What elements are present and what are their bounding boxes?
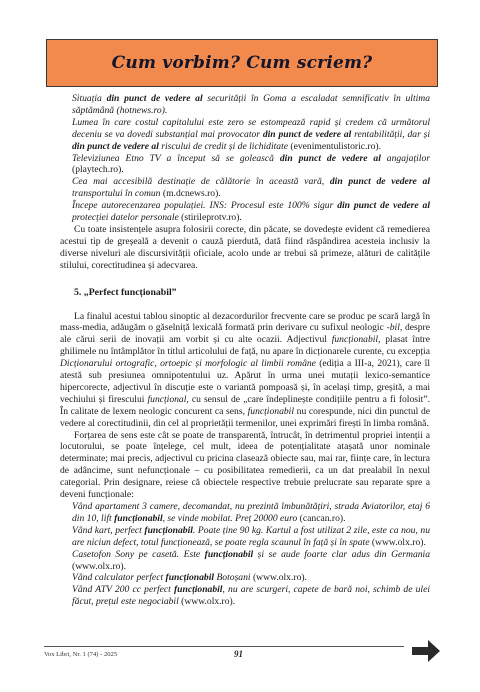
- ad-example-1: Vând apartament 3 camere, decomandat, nu prezintă îmbunătățiri, strada Aviatorilor, etaj 6 din 10, lift funcționabil, se vinde mobilat. Preț 20000 euro (cancan.ro).: [72, 501, 430, 524]
- ad-example-3: Casetofon Sony pe casetă. Este funcționabil și se aude foarte clar adus din Germania (www.olx.ro).: [72, 548, 431, 572]
- ad-example-2: Vând kart, perfect funcționabil. Poate ține 90 kg. Kartul a fost utilizat 2 zile, este ca nou, nu are niciun defect, totul funcționează, se poate regla scaunul în față și în spate (www.olx.ro).: [72, 524, 431, 548]
- page-title: Cum vorbim? Cum scriem?: [111, 53, 373, 73]
- section-heading: 5. „Perfect funcționabil”: [74, 286, 177, 298]
- article-body: [60, 93, 430, 608]
- paragraph: La finalul acestui tablou sinoptic al dezacordurilor frecvente care se produc pe scară largă în mass-media, adăugăm o găselniță lexicală formată prin derivare cu sufixul neologic -bil, despre ale cărui serii de inovații am vorbit și cu alte ocazii. Adjectivul funcționabil, plasat între ghilimele nu întâmplător în titlul articolului de față, nu apare în dicționarele curente, cu excepția Dicționarului ortografic, ortoepic și morfologic al limbii române (ediția a III-a, 2021), care îl atestă sub presiunea omnipotentului uz. Apărut în urma unei mutații lexico-semantice hipercorecte, adjectivul în discuție este o variantă pompoasă și, în același timp, greșită, a mai vechiului și firescului funcțional, cu sensul de „care îndeplinește condițiile pentru a fi folosit”. În calitate de lexem neologic concurent ca sens, funcționabil nu corespunde, nici din punctul de vedere al corectitudinii, din cel al proprietății termenilor, unei exprimări firești în limba română.: [60, 310, 431, 429]
- page-footer: [44, 646, 442, 666]
- footer-divider: [44, 646, 404, 647]
- ad-example-5: Vând ATV 200 cc perfect funcționabil, nu are scurgeri, capete de bară noi, schimb de ulei făcut, prețul este negociabil (www.olx.ro).: [72, 584, 431, 608]
- example-4: Cea mai accesibilă destinație de călătorie în această vară, din punct de vedere al transportului în comun (m.dcnews.ro).: [72, 176, 430, 200]
- example-3: Televiziunea Etno TV a început să se golească din punct de vedere al angajaților (playtech.ro).: [72, 152, 430, 176]
- page-number: 91: [234, 649, 243, 659]
- ad-example-4: Vând calculator perfect funcționabil Botoșani (www.olx.ro).: [72, 572, 307, 584]
- example-5: Începe autorecenzarea populației. INS: Procesul este 100% sigur din punct de vedere al protecției datelor personale (stirileprotv.ro).: [72, 200, 430, 224]
- section-banner: [46, 39, 438, 87]
- paragraph: Cu toate insistențele asupra folosirii corecte, din păcate, se dovedește evident că remedierea acestui tip de greșeală a devenit o cauză pierdută, dată fiind răspândirea acesteia inclusiv la diverse niveluri ale discursivității oficiale, acolo unde ar trebui să primeze, alături de calitățile stilului, corectitudinea și adecvarea.: [60, 223, 430, 271]
- example-1: Situația din punct de vedere al securității în Goma a escaladat semnificativ în ultima săptămână (hotnews.ro).: [72, 93, 430, 116]
- example-2: Lumea în care costul capitalului este zero se estompează rapid și credem că următorul deceniu se va dovedi substanțial mai provocator din punct de vedere al rentabilității, dar și din punct de vedere al riscului de credit și de lichiditate (evenimentulistoric.ro).: [72, 116, 431, 152]
- arrow-right-icon[interactable]: [412, 640, 440, 662]
- paragraph: Forțarea de sens este cât se poate de transparentă, întrucât, în detrimentul propriei intenții a locutorului, se poate înțelege, cel mult, ideea de potențialitate atașată unor nominale determinate; mai precis, adjectivul cu pricina clasează obiecte sau, mai rar, ființe care, în lectura de adâncime, sunt nefuncționale – cu posibilitatea remedierii, ca un dat prealabil în nexul categorial. Prin designare, reiese că obiectele respective trebuie prelucrate sau reparate spre a deveni funcționale:: [60, 429, 430, 501]
- journal-issue: Vox Libri, Nr. 1 (74) - 2025: [44, 651, 118, 658]
